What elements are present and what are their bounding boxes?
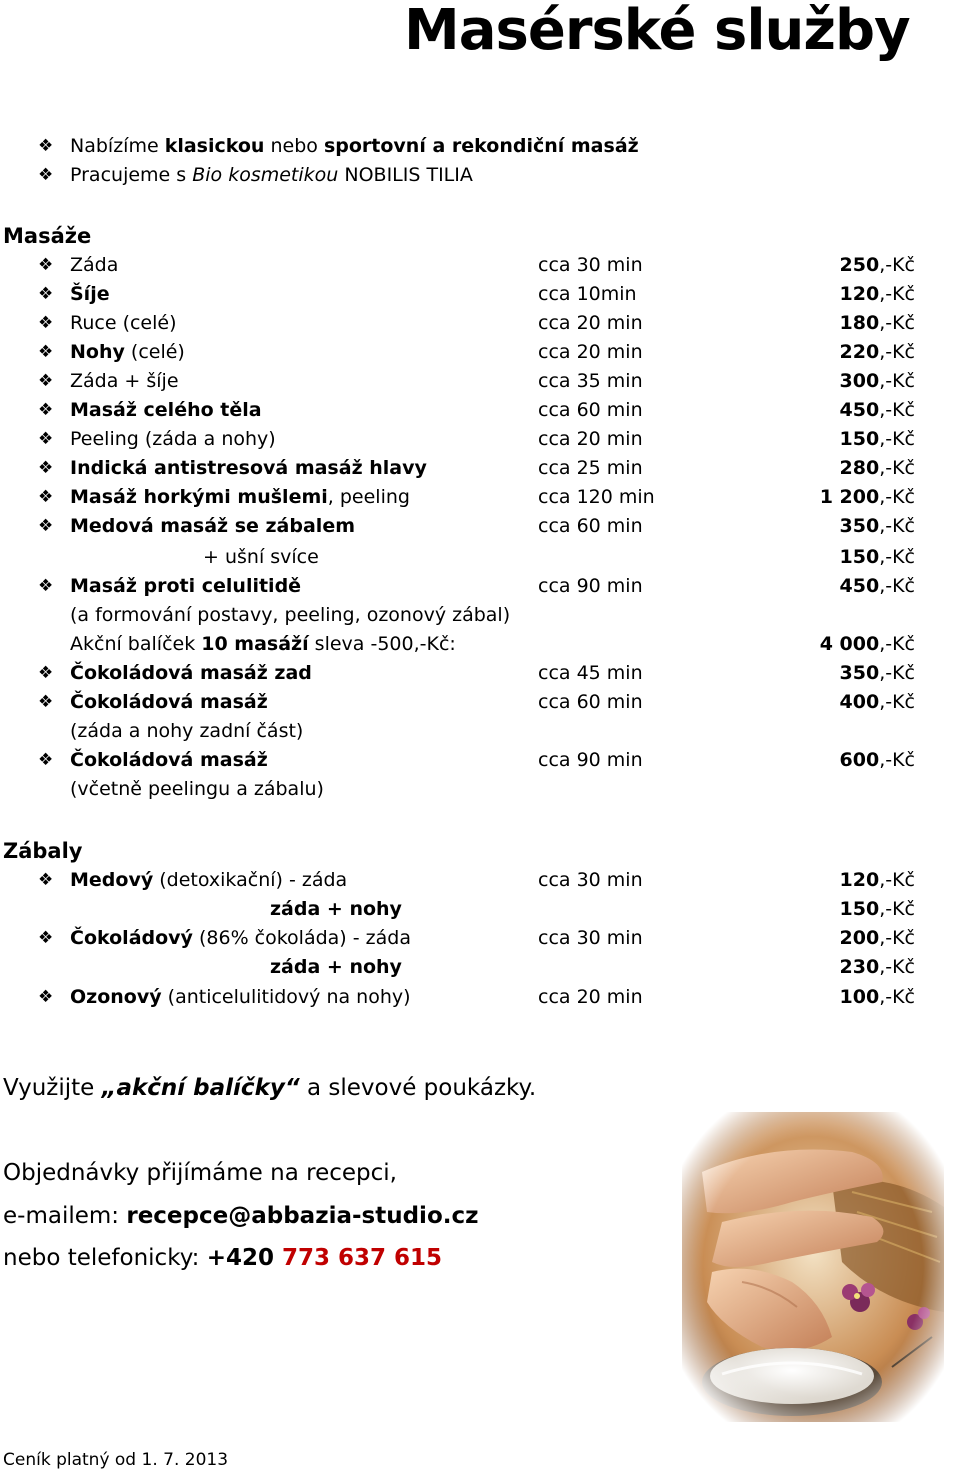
wrap-variant-row: záda + nohy 230,-Kč [0, 953, 960, 982]
service-name: Čokoládový (86% čokoláda) - záda [70, 927, 411, 949]
service-duration: cca 45 min [538, 662, 643, 684]
intro-line-1: ❖ Nabízíme klasickou nebo sportovní a rekondiční masáž [0, 132, 960, 161]
service-price: 230,-Kč [839, 956, 915, 978]
service-name: Šíje [70, 283, 110, 305]
diamond-bullet-icon: ❖ [38, 429, 54, 449]
service-duration: cca 90 min [538, 749, 643, 771]
massage-photo [682, 1112, 944, 1422]
service-name: Medový (detoxikační) - záda [70, 869, 348, 891]
service-price: 150,-Kč [839, 428, 915, 450]
service-duration: cca 60 min [538, 399, 643, 421]
phone-number[interactable]: +420 773 637 615 [206, 1245, 443, 1271]
service-note: (včetně peelingu a zábalu) [70, 778, 324, 800]
chocolate-massage-row [0, 688, 960, 717]
contact-line-1: Objednávky přijímáme na recepci, [3, 1160, 397, 1186]
service-price: 220,-Kč [839, 341, 915, 363]
massage-row [0, 280, 960, 309]
massage-row [0, 251, 960, 280]
page-title: Masérské služby [404, 0, 910, 63]
chocolate-massage-row [0, 659, 960, 688]
service-name: Masáž celého těla [70, 399, 262, 421]
service-price: 400,-Kč [839, 691, 915, 713]
service-name: Peeling (záda a nohy) [70, 428, 276, 450]
service-duration: cca 60 min [538, 691, 643, 713]
service-name: Čokoládová masáž [70, 749, 268, 771]
massage-row [0, 309, 960, 338]
intro-line-2: ❖ Pracujeme s Bio kosmetikou NOBILIS TILIA [0, 161, 960, 190]
contact-phone-line: nebo telefonicky: +420 773 637 615 [3, 1245, 443, 1271]
service-duration: cca 30 min [538, 869, 643, 891]
service-duration: cca 10min [538, 283, 637, 305]
service-duration: cca 35 min [538, 370, 643, 392]
service-price: 120,-Kč [839, 283, 915, 305]
service-price: 250,-Kč [839, 254, 915, 276]
price-list-validity: Ceník platný od 1. 7. 2013 [3, 1450, 229, 1470]
service-duration: cca 30 min [538, 927, 643, 949]
massage-row [0, 425, 960, 454]
honey-extra-row: + ušní svíce 150,-Kč [203, 546, 915, 568]
diamond-bullet-icon: ❖ [38, 284, 54, 304]
service-price: 450,-Kč [839, 399, 915, 421]
diamond-bullet-icon: ❖ [38, 487, 54, 507]
service-duration: cca 20 min [538, 428, 643, 450]
contact-email-line: e-mailem: recepce@abbazia-studio.cz [3, 1203, 479, 1229]
service-price: 350,-Kč [839, 662, 915, 684]
diamond-bullet-icon: ❖ [38, 928, 54, 948]
service-name: Čokoládová masáž zad [70, 662, 312, 684]
wrap-row [0, 983, 960, 1012]
diamond-bullet-icon: ❖ [38, 516, 54, 536]
diamond-bullet-icon: ❖ [38, 313, 54, 333]
service-price: 1 200,-Kč [819, 486, 915, 508]
service-name: Masáž horkými mušlemi, peeling [70, 486, 410, 508]
diamond-bullet-icon: ❖ [38, 165, 54, 185]
service-name: Ozonový (anticelulitidový na nohy) [70, 986, 411, 1008]
diamond-bullet-icon: ❖ [38, 458, 54, 478]
massage-row [0, 454, 960, 483]
service-name: Záda + šíje [70, 370, 179, 392]
service-name: Indická antistresová masáž hlavy [70, 457, 427, 479]
service-price: 180,-Kč [839, 312, 915, 334]
service-note: (záda a nohy zadní část) [70, 720, 304, 742]
diamond-bullet-icon: ❖ [38, 400, 54, 420]
wrap-row [0, 866, 960, 895]
diamond-bullet-icon: ❖ [38, 663, 54, 683]
wrap-row [0, 924, 960, 953]
diamond-bullet-icon: ❖ [38, 750, 54, 770]
massage-row [0, 483, 960, 512]
service-duration: cca 20 min [538, 312, 643, 334]
cellulite-note: (a formování postavy, peeling, ozonový zábal) [70, 604, 511, 626]
massage-row [0, 396, 960, 425]
service-price: 120,-Kč [839, 869, 915, 891]
service-name: Medová masáž se zábalem [70, 515, 355, 537]
wrap-variant-row: záda + nohy 150,-Kč [0, 895, 960, 924]
service-price: 280,-Kč [839, 457, 915, 479]
service-price: 150,-Kč [839, 898, 915, 920]
massage-row [0, 338, 960, 367]
service-price: 100,-Kč [839, 986, 915, 1008]
diamond-bullet-icon: ❖ [38, 692, 54, 712]
service-name: Záda [70, 254, 119, 276]
service-price: 200,-Kč [839, 927, 915, 949]
diamond-bullet-icon: ❖ [38, 870, 54, 890]
service-duration: cca 120 min [538, 486, 655, 508]
section-heading-massages: Masáže [3, 224, 92, 248]
cellulite-row: ❖ Masáž proti celulitidě cca 90 min 450,-Kč [0, 572, 960, 601]
service-price: 300,-Kč [839, 370, 915, 392]
diamond-bullet-icon: ❖ [38, 342, 54, 362]
email-link[interactable]: recepce@abbazia-studio.cz [126, 1203, 479, 1229]
package-row: Akční balíček 10 masáží sleva -500,-Kč: 4 000,-Kč [70, 633, 915, 655]
service-name: Čokoládová masáž [70, 691, 268, 713]
service-price: 350,-Kč [839, 515, 915, 537]
chocolate-massage-row [0, 746, 960, 775]
promo-line: Využijte „akční balíčky“ a slevové poukázky. [3, 1075, 537, 1101]
service-name: Ruce (celé) [70, 312, 177, 334]
service-name: Nohy (celé) [70, 341, 185, 363]
diamond-bullet-icon: ❖ [38, 255, 54, 275]
diamond-bullet-icon: ❖ [38, 576, 54, 596]
massage-row [0, 367, 960, 396]
diamond-bullet-icon: ❖ [38, 371, 54, 391]
service-duration: cca 60 min [538, 515, 643, 537]
service-duration: cca 30 min [538, 254, 643, 276]
massage-row [0, 512, 960, 541]
section-heading-wraps: Zábaly [3, 839, 83, 863]
service-duration: cca 20 min [538, 986, 643, 1008]
service-duration: cca 20 min [538, 341, 643, 363]
service-duration: cca 25 min [538, 457, 643, 479]
service-price: 600,-Kč [839, 749, 915, 771]
diamond-bullet-icon: ❖ [38, 136, 54, 156]
diamond-bullet-icon: ❖ [38, 987, 54, 1007]
